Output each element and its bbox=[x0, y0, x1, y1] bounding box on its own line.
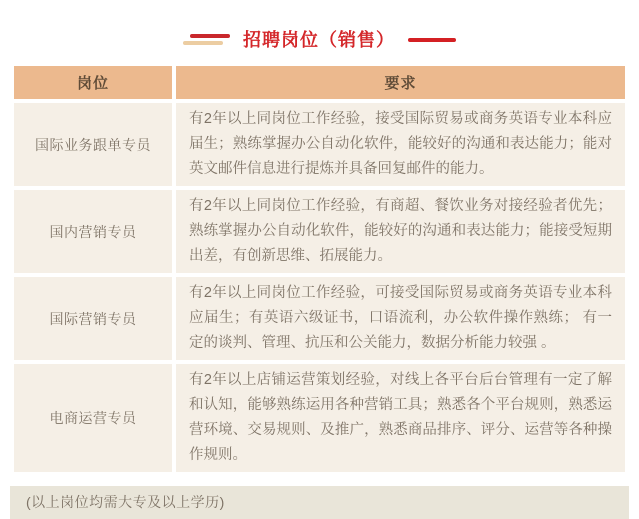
table-row bbox=[12, 188, 627, 275]
position-requirements: 有2年以上店铺运营策划经验，对线上各平台后台管理有一定了解和认知，能够熟练运用各种营销工具；熟悉各个平台规则，熟悉运营环境、交易规则、及推广，熟悉商品排序、评分、运营等各种操作规则。 bbox=[174, 362, 627, 474]
red-dash-line bbox=[190, 34, 230, 38]
table-row bbox=[12, 101, 627, 188]
position-name: 国际业务跟单专员 bbox=[12, 101, 174, 188]
tan-dash-line bbox=[183, 41, 223, 45]
position-name: 国际营销专员 bbox=[12, 275, 174, 362]
title-left-dash-decoration bbox=[183, 34, 230, 45]
table-row bbox=[12, 275, 627, 362]
education-requirement-note: (以上岗位均需大专及以上学历) bbox=[10, 486, 629, 519]
jobs-table bbox=[10, 62, 629, 476]
position-requirements: 有2年以上同岗位工作经验，可接受国际贸易或商务英语专业本科应届生；有英语六级证书，口语流利，办公软件操作熟练； 有一定的谈判、管理、抗压和公关能力，数据分析能力较强 。 bbox=[174, 275, 627, 362]
position-requirements: 有2年以上同岗位工作经验，有商超、餐饮业务对接经验者优先；熟练掌握办公自动化软件，能较好的沟通和表达能力；能接受短期出差，有创新思维、拓展能力。 bbox=[174, 188, 627, 275]
position-requirements: 有2年以上同岗位工作经验，接受国际贸易或商务英语专业本科应届生；熟练掌握办公自动化软件，能较好的沟通和表达能力；能对英文邮件信息进行提炼并具备回复邮件的能力。 bbox=[174, 101, 627, 188]
position-name: 电商运营专员 bbox=[12, 362, 174, 474]
column-header-position: 岗位 bbox=[12, 64, 174, 101]
title-right-dash-decoration bbox=[408, 38, 456, 42]
table-row bbox=[12, 362, 627, 474]
column-header-requirements: 要求 bbox=[174, 64, 627, 101]
jobs-table-container bbox=[10, 62, 629, 476]
page-title: 招聘岗位（销售） bbox=[243, 29, 395, 50]
table-header-row bbox=[12, 64, 627, 101]
position-name: 国内营销专员 bbox=[12, 188, 174, 275]
title-bar bbox=[0, 0, 639, 58]
